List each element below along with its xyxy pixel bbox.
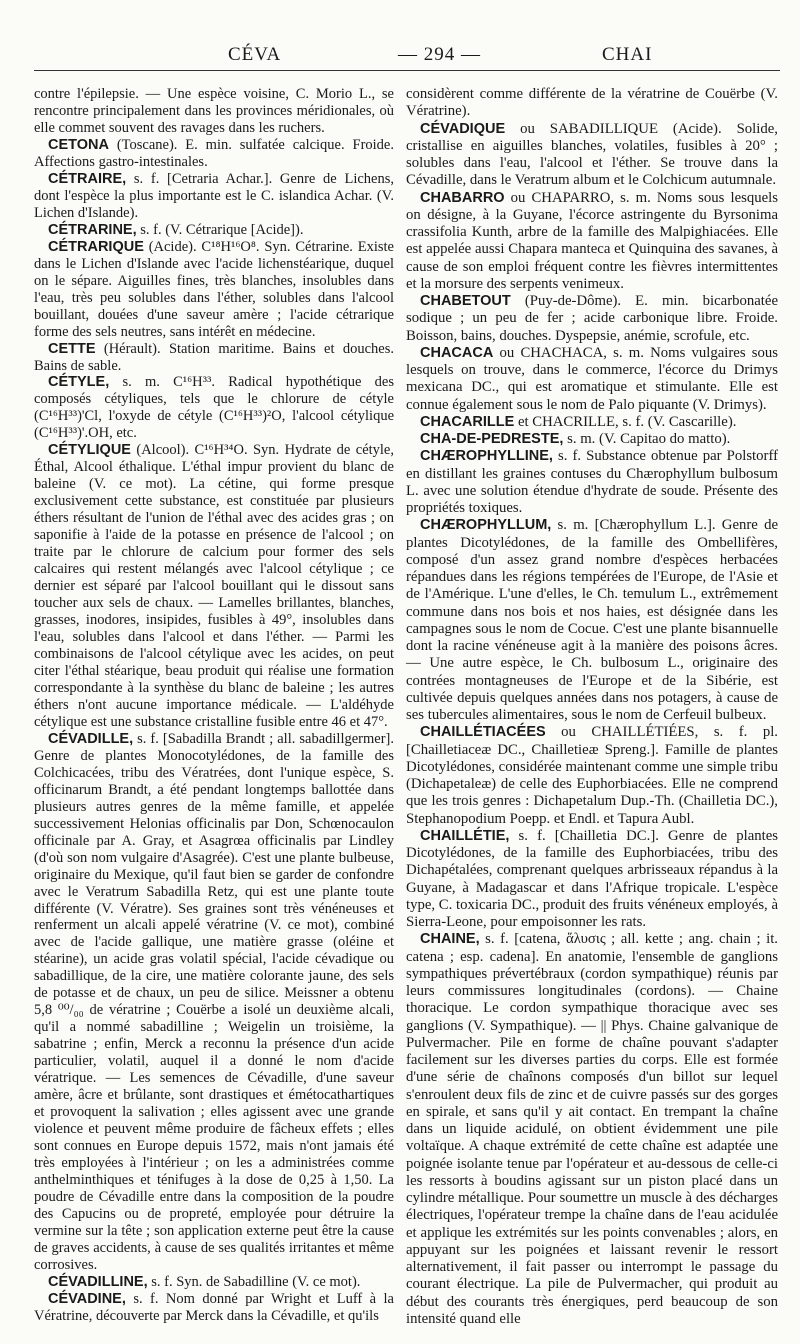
entry-text: (Toscane). E. min. sulfatée calcique. Froide. Affections gastro-intestinales. (34, 136, 394, 170)
entry-text: ou CHACHACA, s. m. Noms vulgaires sous lesquels on trouve, dans le commerce, l'écorce du Drimys mexicana DC., qui est aromatique et stimulante. Elle est connue également sous le nom de Palo piquante (V. Drimys). (406, 344, 778, 413)
continued-text (406, 86, 778, 121)
entry-headword: CHABETOUT (420, 293, 511, 309)
dictionary-entry (34, 137, 394, 171)
entry-headword: CHÆROPHYLLUM, (420, 517, 552, 534)
entry-headword: CÉTYLIQUE (48, 442, 131, 459)
dictionary-entry (34, 1291, 394, 1325)
entry-text: s. f. [catena, ἅλυσις ; all. kette ; ang. chain ; it. catena ; esp. cadena]. En anatomie, l'ensemble de ganglions sympathiques prévertébraux (cordon sympathique) réunis par leurs commissures longitudinales (cordons). — Chaine thoracique. Le cordon sympathique thoracique avec ses ganglions (V. Sympathique). — || Phys. Chaine galvanique de Pulvermacher. Pile en forme de chaîne pouvant s'adapter facilement sur les diverses parties du corps. Elle est formée d'une série de chaînons composés d'un billot sur lequel s'enroulent deux fils de zinc et de cuivre passés sur des gorges en spirale, et sans qu'il y ait contact. En trempant la chaîne dans un liquide acidulé, on obtient évidemment une pile voltaïque. A chaque extrémité de cette chaîne est adaptée une poignée isolante tenue par l'opérateur et au-dessous de celle-ci les ressorts à boudins agissant sur un piston placé dans un cylindre métallique. Pour soumettre un muscle à des décharges électriques, l'opérateur trempe la chaîne dans de l'eau acidulée et applique les extrémités sur les points convenables ; alors, en appuyant sur les poignées et laissant revenir le ressort alternativement, il fait passer ou interrompt le passage du courant électrique. La pile de Pulvermacher, qui produit au début des courants très énergiques, perd beaucoup de son intensité quand elle (406, 931, 778, 1327)
entry-headword: CÉTRARINE, (48, 221, 137, 238)
dictionary-entry (406, 414, 778, 431)
header-rule (34, 70, 780, 71)
dictionary-entry (34, 1274, 394, 1291)
dictionary-entry (406, 190, 778, 294)
entry-text: s. f. [Sabadilla Brandt ; all. sabadillgermer]. Genre de plantes Monocotylédones, de la famille des Colchicacées, tribu des Vératrées, dont l'unique espèce, S. officinarum Brandt, a été pendant longtemps ballottée dans plusieurs autres genres de la même famille, et appelée successivement Helonias officinalis par Don, Schœnocaulon officinale par A. Gray, et Asagrœa officinalis par Lindley (d'où son nom vulgaire d'Asagrée). C'est une plante bulbeuse, originaire du Mexique, qu'il faut bien se garder de confondre avec le Veratrum Sabadilla Retz, qui est une plante toute différente (V. Vératre). Ses graines sont très vénéneuses et renferment un alcali appelé vératrine (V. ce mot), combiné avec de l'acide gallique, une matière grasse (oléine et stéarine), un acide gras volatil spécial, l'acide cévadique ou sabadillique, de la cire, une matière colorante jaune, des sels de potasse et de chaux, un peu de silice. Meissner a obtenu 5,8 ⁰⁰/₀₀ de vératrine ; Couërbe a isolé un deuxième alcali, qu'il a nommé sabadilline ; Weigelin un troisième, la sabatrine ; enfin, Merck a reconnu la présence d'un acide particulier, volatil, auquel il a donné le nom d'acide vératrique. — Les semences de Cévadille, d'une saveur amère, âcre et brûlante, sont drastiques et émétocathartiques et provoquent la salivation ; elles agissent avec une grande violence et peuvent même produire de fâcheux effets ; elles sont connues en Europe depuis 1572, mais n'ont jamais été très employées à l'intérieur ; on les a administrées comme anthelminthiques et ténifuges à la dose de 0,25 à 1,50. La poudre de Cévadille entre dans la composition de la poudre des Capucins ou de propreté, employée pour détruire la vermine sur la tête ; son application externe peut être la cause de graves accidents, à cause de ses qualités irritantes et même corrosives. (34, 730, 394, 1273)
header-left-guideword: CÉVA (228, 44, 282, 65)
entry-headword: CHA-DE-PEDRESTE, (420, 431, 564, 447)
entry-text: ou SABADILLIQUE (Acide). Solide, cristallise en aiguilles blanches, volatiles, fusibles à 20° ; solubles dans l'eau, l'alcool et l'éther. Se trouve dans la Cévadille, dans le Veratrum album et le Colchicum autumnale. (406, 120, 778, 189)
entry-text: (Alcool). C¹⁶H³⁴O. Syn. Hydrate de cétyle, Éthal, Alcool éthalique. L'éthal impur provient du blanc de baleine (V. ce mot). La cétine, qui forme presque exclusivement cette substance, est constituée par plusieurs éthers résultant de l'union de l'éthal avec des acides gras ; on saponifie à l'aide de la potasse en présence de l'alcool ; on traite par le chlorure de calcium pour former des sels calcaires qui restent mélangés avec l'alcool cétylique ; ce dernier est séparé par l'alcool bouillant qui le dissout sans toucher aux sels de chaux. — Lamelles brillantes, blanches, grasses, inodores, insipides, fusibles à 49°, insolubles dans l'eau, solubles dans l'alcool et dans l'éther. — Parmi les combinaisons de l'alcool cétylique avec les acides, on peut citer l'éthal stéarique, beau produit qui réalise une formation correspondante à la synthèse du blanc de baleine ; les autres éthers n'ont aucune importance médicale. — L'aldéhyde cétylique est une substance cristalline fusible entre 46 et 47°. (34, 442, 394, 730)
entry-headword: CHACARILLE (420, 413, 515, 430)
dictionary-entry (34, 222, 394, 239)
entry-text: (Puy-de-Dôme). E. min. bicarbonatée sodique ; un peu de fer ; acide carbonique libre. Froide. Boisson, bains, douches. Dyspepsie, anémie, scrofule, etc. (406, 293, 778, 344)
entry-text: s. m. [Chærophyllum L.]. Genre de plantes Dicotylédones, de la famille des Ombellifères, composé d'un assez grand nombre d'espèces herbacées répandues dans les régions tempérées de l'Europe, de l'Asie et de l'Amérique. L'une d'elles, le Ch. temulum L., extrêmement commune dans nos bois et nos haies, est désignée dans les campagnes sous le nom de Cocue. C'est une plante bisannuelle dont la racine vénéneuse agit à la manière des poisons âcres. — Une autre espèce, le Ch. bulbosum L., originaire des contrées montagneuses de l'Europe et de la Sibérie, est cultivée depuis quelques années dans nos potagers, à cause de ses tubercules alimentaires, sous le nom de Cerfeuil bulbeux. (406, 517, 778, 723)
right-column (406, 86, 778, 1328)
dictionary-entry (406, 828, 778, 932)
entry-text: s. m. C¹⁶H³³. Radical hypothétique des composés cétyliques, tels que le chlorure de cétyle (C¹⁶H³³)'Cl, l'oxyde de cétyle (C¹⁶H³³)²O, l'alcool cétylique (C¹⁶H³³)'.OH, etc. (34, 374, 394, 442)
entry-text: ou CHAPARRO, s. m. Noms sous lesquels on désigne, à la Guyane, l'écorce astringente du Byrsonima crassifolia Kunth, arbre de la famille des Malpighiacées. Elle est appelée aussi Chapara manteca et Quinquina des savanes, à cause de son emploi fréquent contre les fièvres intermittentes et la morsure des serpents venimeux. (406, 189, 778, 292)
dictionary-entry (406, 345, 778, 414)
entry-text: contre l'épilepsie. — Une espèce voisine, C. Morio L., se rencontre principalement dans les provinces méridionales, où elle commet souvent des ravages dans les ruchers. (34, 86, 394, 136)
entry-headword: CHABARRO (420, 189, 505, 206)
dictionary-entry (406, 931, 778, 1328)
entry-text: s. f. Syn. de Sabadilline (V. ce mot). (147, 1273, 361, 1290)
entry-text: s. f. Substance obtenue par Polstorff en distillant les graines contuses du Chærophyllum bulbosum L. avec une solution étendue d'hydrate de soude. Présente des propriétés toxiques. (406, 448, 778, 516)
running-header (34, 44, 774, 70)
dictionary-entry (406, 431, 778, 448)
entry-headword: CÉVADINE, (48, 1290, 126, 1307)
dictionary-entry (34, 442, 394, 730)
entry-headword: CÉVADIQUE (420, 120, 506, 137)
entry-text: s. f. [Chailletia DC.]. Genre de plantes Dicotylédones, de la famille des Euphorbiacées, tribu des Dichapétalées, comprenant quelques arbrisseaux répandus à la Guyane, à Madagascar et dans l'Afrique tropicale. L'espèce type, C. toxicaria DC., produit des fruits vénéneux employés, à Sierra-Leone, pour empoisonner les rats. (406, 827, 778, 930)
entry-headword: CÉVADILLE, (48, 730, 134, 747)
entry-headword: CETONA (48, 136, 109, 153)
entry-text: (Hérault). Station maritime. Bains et douches. Bains de sable. (34, 340, 394, 374)
dictionary-entry (406, 448, 778, 517)
dictionary-entry (34, 731, 394, 1274)
entry-text: s. m. (V. Capitao do matto). (563, 431, 731, 447)
continued-text (34, 86, 394, 137)
page-number: — 294 — (398, 44, 481, 65)
entry-headword: CÉVADILLINE, (48, 1273, 148, 1290)
entry-headword: CHAILLÉTIE, (420, 827, 510, 844)
dictionary-entry (34, 171, 394, 222)
dictionary-entry (34, 374, 394, 442)
header-right-guideword: CHAI (602, 44, 653, 65)
entry-headword: CHÆROPHYLLINE, (420, 448, 553, 465)
entry-text: s. f. Nom donné par Wright et Luff à la Vératrine, découverte par Merck dans la Cévadille, et qu'ils (34, 1290, 394, 1324)
entry-headword: CHACACA (420, 344, 494, 361)
entry-headword: CHAINE, (420, 931, 480, 948)
entry-headword: CHAILLÉTIACÉES (420, 724, 546, 741)
entry-headword: CÉTRAIRE, (48, 170, 127, 187)
entry-text: et CHACRILLE, s. f. (V. Cascarille). (514, 413, 737, 430)
dictionary-entry (34, 239, 394, 341)
entry-text: s. f. (V. Cétrarique [Acide]). (136, 221, 304, 238)
entry-headword: CETTE (48, 340, 96, 357)
entry-text: s. f. [Cetraria Achar.]. Genre de Lichens, dont l'espèce la plus importante est le C. islandica Achar. (V. Lichen d'Islande). (34, 170, 394, 221)
dictionary-entry (406, 293, 778, 345)
entry-headword: CÉTRARIQUE (48, 238, 144, 255)
entry-text: ou CHAILLÉTIÉES, s. f. pl. [Chailletiaceæ DC., Chailletieæ Spreng.]. Famille de plantes Dicotylédones, considérée maintenant comme une simple tribu (Dichapetaleæ) de celle des Euphorbiacées. Elle ne comprend que les trois genres : Dichapetalum Dup.-Th. (Chailletia DC.), Stephanopodium Poepp. et Endl. et Tapura Aubl. (406, 724, 778, 827)
dictionary-entry (34, 341, 394, 375)
dictionary-entry (406, 517, 778, 724)
entry-text: considèrent comme différente de la vératrine de Couërbe (V. Vératrine). (406, 86, 778, 120)
left-column (34, 86, 394, 1325)
entry-headword: CÉTYLE, (48, 374, 110, 391)
entry-text: (Acide). C¹⁸H¹⁶O⁸. Syn. Cétrarine. Existe dans le Lichen d'Islande avec l'acide lichenstéarique, duquel on le sépare. Aiguilles fines, très blanches, insolubles dans l'eau, très peu solubles dans l'éther, solubles dans l'alcool bouillant, douées d'une saveur amère ; l'acide cétrarique forme des sels neutres, sans intérêt en médecine. (34, 238, 394, 340)
dictionary-entry (406, 724, 778, 828)
dictionary-entry (406, 121, 778, 190)
